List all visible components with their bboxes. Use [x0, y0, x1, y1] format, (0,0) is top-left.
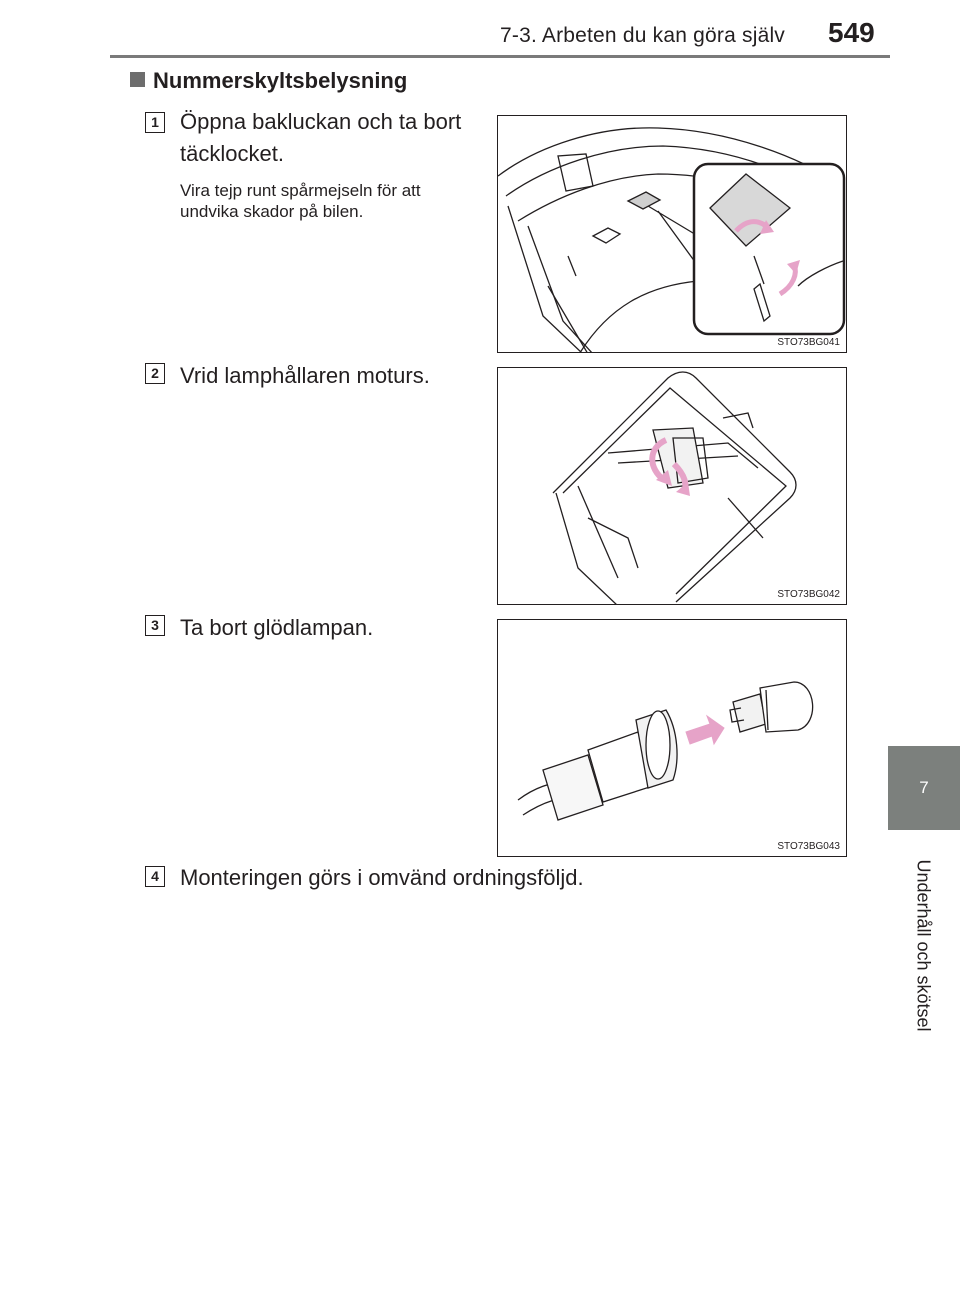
figure-3 — [497, 619, 847, 857]
figure-3-code: STO73BG043 — [777, 841, 840, 852]
figure-2 — [497, 367, 847, 605]
step-1-note: Vira tejp runt spårmejseln för att undvika skador på bilen. — [180, 181, 421, 221]
bulb-removal-illustration — [498, 620, 847, 857]
step-3-text: Ta bort glödlampan. — [180, 615, 374, 640]
step-3-number: 3 — [145, 615, 165, 636]
section-title: 7-3. Arbeten du kan göra själv — [500, 24, 786, 47]
header-rule — [110, 55, 890, 58]
lamp-holder-illustration — [498, 368, 847, 605]
figure-2-code: STO73BG042 — [777, 589, 840, 600]
figure-1 — [497, 115, 847, 353]
step-1-number: 1 — [145, 112, 165, 133]
bullet-square-icon — [130, 72, 145, 87]
figure-1-code: STO73BG041 — [777, 337, 840, 348]
subheading-text: Nummerskyltsbelysning — [153, 68, 408, 93]
subheading — [130, 68, 407, 94]
step-4-text: Monteringen görs i omvänd ordningsföljd. — [180, 865, 584, 890]
chapter-label-wrap — [886, 850, 960, 1040]
step-2-text: Vrid lamphållaren moturs. — [180, 363, 430, 388]
step-2-number: 2 — [145, 363, 165, 384]
chapter-tab: 7 — [888, 746, 960, 830]
tailgate-illustration — [498, 116, 847, 353]
step-4-number: 4 — [145, 866, 165, 887]
step-1-text: Öppna bakluckan och ta bort täcklocket. — [180, 109, 462, 166]
page-number: 549 — [828, 17, 875, 48]
chapter-label: Underhåll och skötsel — [913, 859, 934, 1032]
